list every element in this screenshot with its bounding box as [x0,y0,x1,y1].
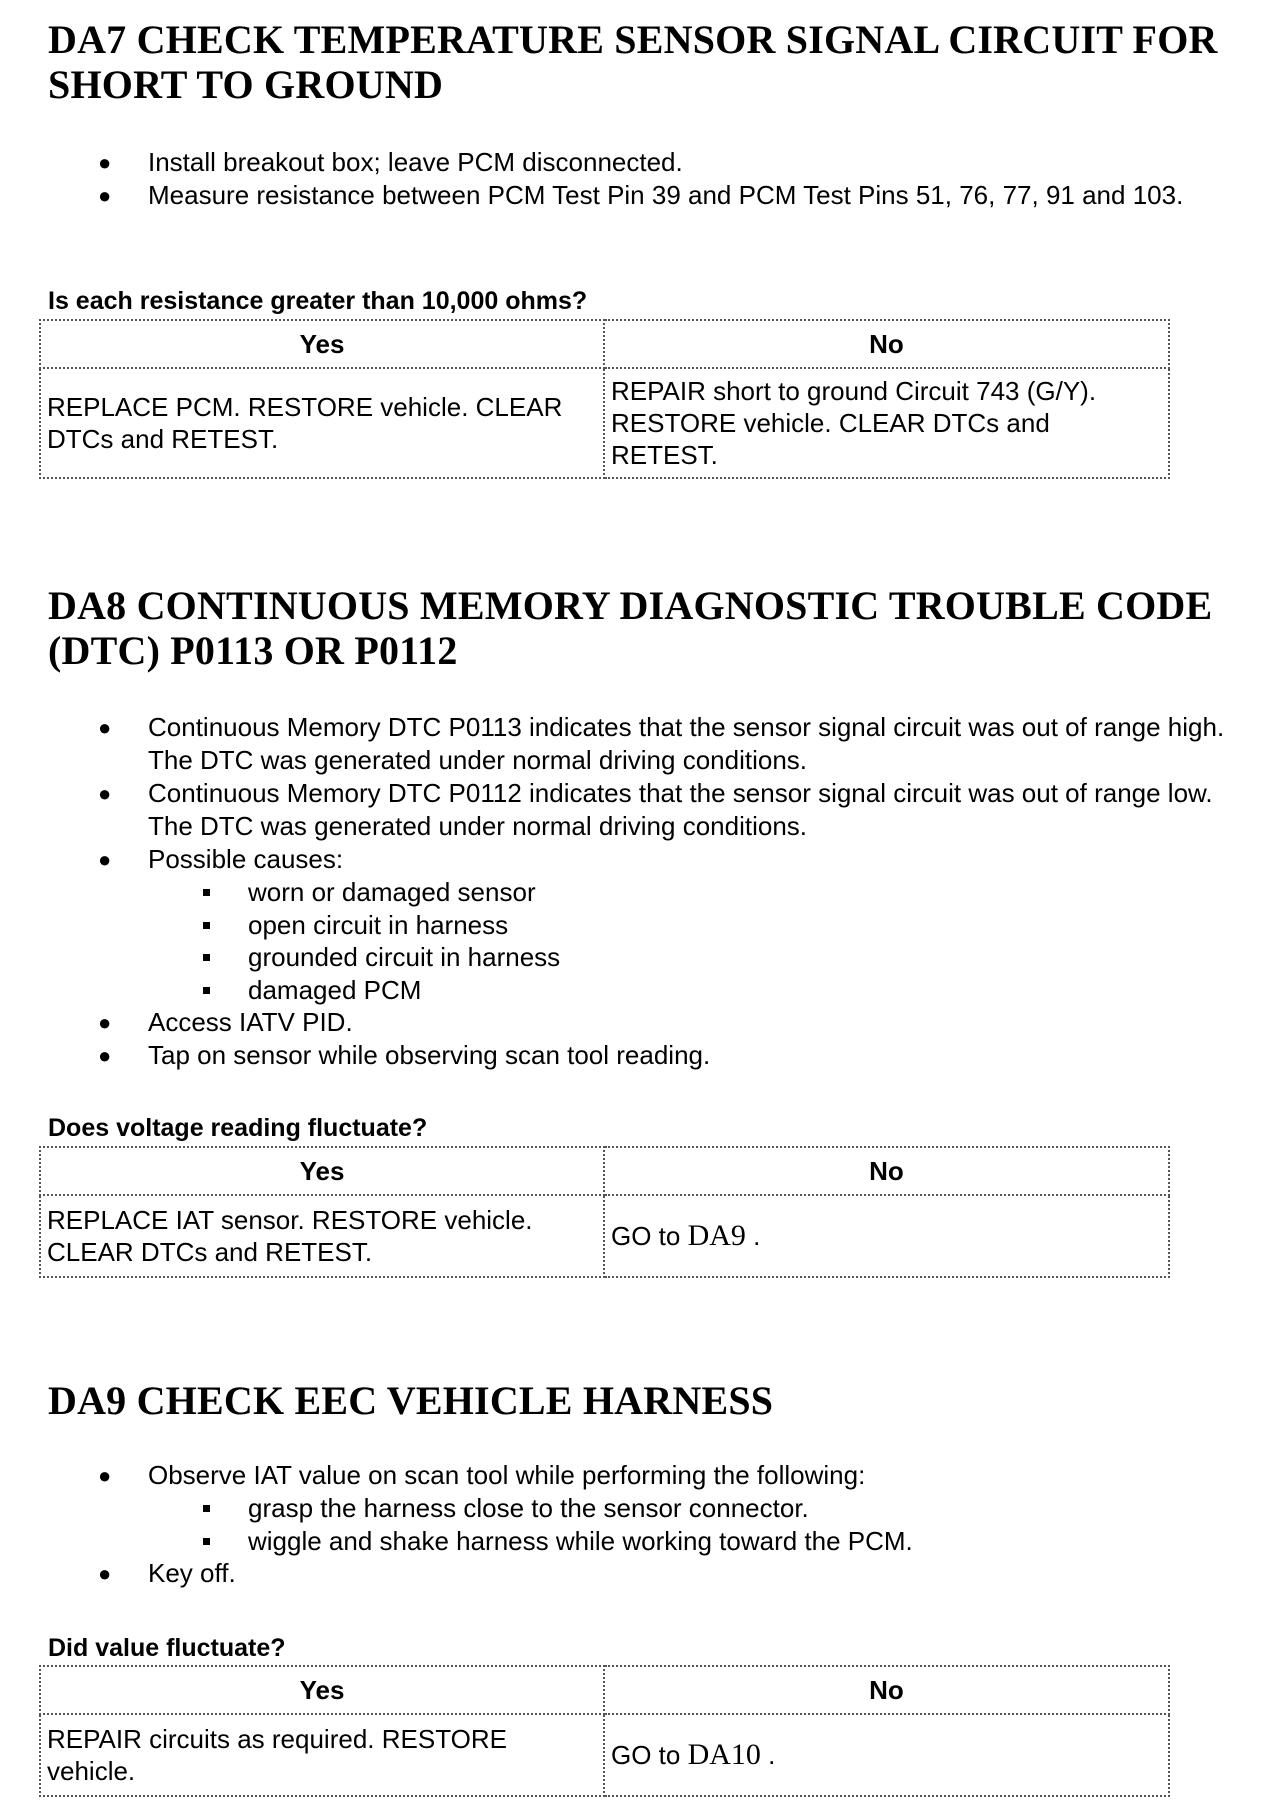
square-bullet-icon [203,987,210,994]
sub-list-item-text: worn or damaged sensor [248,877,536,907]
decision-question: Is each resistance greater than 10,000 ohms? [48,287,588,315]
yes-header: Yes [40,1147,604,1195]
decision-table [39,319,1170,479]
bullet-list [0,1459,1264,1590]
list-item [0,179,1264,212]
sub-list-item [148,974,1244,1007]
list-item [0,1557,1264,1590]
bullet-list [0,711,1264,1072]
table-row [40,1195,1169,1277]
square-bullet-icon [203,954,210,961]
square-bullet-icon [203,1505,210,1512]
bullet-icon: ● [98,781,112,806]
bullet-icon: ● [98,715,112,740]
bullet-icon: ● [98,150,112,175]
go-to-da9-link[interactable]: DA9 [687,1219,746,1252]
period: . [768,1740,776,1770]
bullet-icon: ● [98,1463,112,1488]
steps-list [148,1492,1244,1557]
causes-list [148,876,1244,1006]
list-item [0,843,1264,1006]
table-row [40,368,1169,478]
table-row [40,1714,1169,1796]
sub-list-item-text: grounded circuit in harness [248,942,561,972]
list-item-text: Install breakout box; leave PCM disconnected. [148,147,683,177]
bullet-list [0,146,1264,212]
yes-action-cell: REPLACE PCM. RESTORE vehicle. CLEAR DTCs and RETEST. [40,368,604,478]
go-to-label: GO to [611,1740,681,1770]
list-item-text: Tap on sensor while observing scan tool reading. [148,1040,711,1070]
no-header: No [604,1666,1169,1714]
list-item-text: Access IATV PID. [148,1007,353,1037]
no-action-cell [604,1714,1169,1796]
sub-list-item [148,1525,1244,1558]
no-header: No [604,1147,1169,1195]
decision-question: Does voltage reading fluctuate? [48,1114,428,1142]
yes-header: Yes [40,1666,604,1714]
square-bullet-icon [203,889,210,896]
sub-list-item-text: open circuit in harness [248,909,509,940]
list-item [0,711,1264,777]
sub-list-item [148,909,1244,942]
list-item-text: Continuous Memory DTC P0113 indicates that the sensor signal circuit was out of range high. The DTC was generated under normal driving conditions. [148,712,1225,775]
list-item [0,1459,1264,1557]
sub-list-item [148,876,1244,909]
no-action-cell: REPAIR short to ground Circuit 743 (G/Y). RESTORE vehicle. CLEAR DTCs and RETEST. [604,368,1169,478]
table-header-row [40,1147,1169,1195]
square-bullet-icon [203,922,210,929]
period: . [753,1221,761,1251]
go-to-label: GO to [611,1221,681,1251]
list-item-text: Measure resistance between PCM Test Pin 39 and PCM Test Pins 51, 76, 77, 91 and 103. [148,180,1184,210]
list-item [0,146,1264,179]
bullet-icon: ● [98,183,112,208]
bullet-icon: ● [98,1043,112,1068]
bullet-icon: ● [98,847,112,872]
list-item [0,777,1264,843]
bullet-icon: ● [98,1010,112,1035]
list-item-text: Observe IAT value on scan tool while performing the following: [148,1460,866,1490]
decision-table [39,1665,1170,1797]
square-bullet-icon [203,1538,210,1545]
section-heading: DA9 CHECK EEC VEHICLE HARNESS [48,1378,774,1423]
sub-list-item-text: grasp the harness close to the sensor connector. [248,1493,809,1523]
section-heading: DA8 CONTINUOUS MEMORY DIAGNOSTIC TROUBLE CODE (DTC) P0113 OR P0112 [48,583,1213,673]
sub-list-item-text: wiggle and shake harness while working toward the PCM. [248,1525,913,1556]
decision-table [39,1146,1170,1278]
list-item-text: Key off. [148,1558,236,1588]
list-item-text: Continuous Memory DTC P0112 indicates that the sensor signal circuit was out of range low. The DTC was generated under normal driving conditions. [148,778,1213,841]
table-header-row [40,1666,1169,1714]
yes-action-cell: REPLACE IAT sensor. RESTORE vehicle. CLEAR DTCs and RETEST. [40,1195,604,1277]
sub-list-item [148,1492,1244,1525]
table-header-row [40,320,1169,368]
no-header: No [604,320,1169,368]
yes-action-cell: REPAIR circuits as required. RESTORE vehicle. [40,1714,604,1796]
go-to-da10-link[interactable]: DA10 [687,1738,761,1771]
sub-list-item [148,941,1244,974]
list-item [0,1039,1264,1072]
list-item [0,1006,1264,1039]
bullet-icon: ● [98,1561,112,1586]
section-heading: DA7 CHECK TEMPERATURE SENSOR SIGNAL CIRCUIT FOR SHORT TO GROUND [48,17,1218,107]
no-action-cell [604,1195,1169,1277]
yes-header: Yes [40,320,604,368]
decision-question: Did value fluctuate? [48,1634,286,1662]
list-item-text: Possible causes: [148,844,344,874]
sub-list-item-text: damaged PCM [248,974,422,1005]
